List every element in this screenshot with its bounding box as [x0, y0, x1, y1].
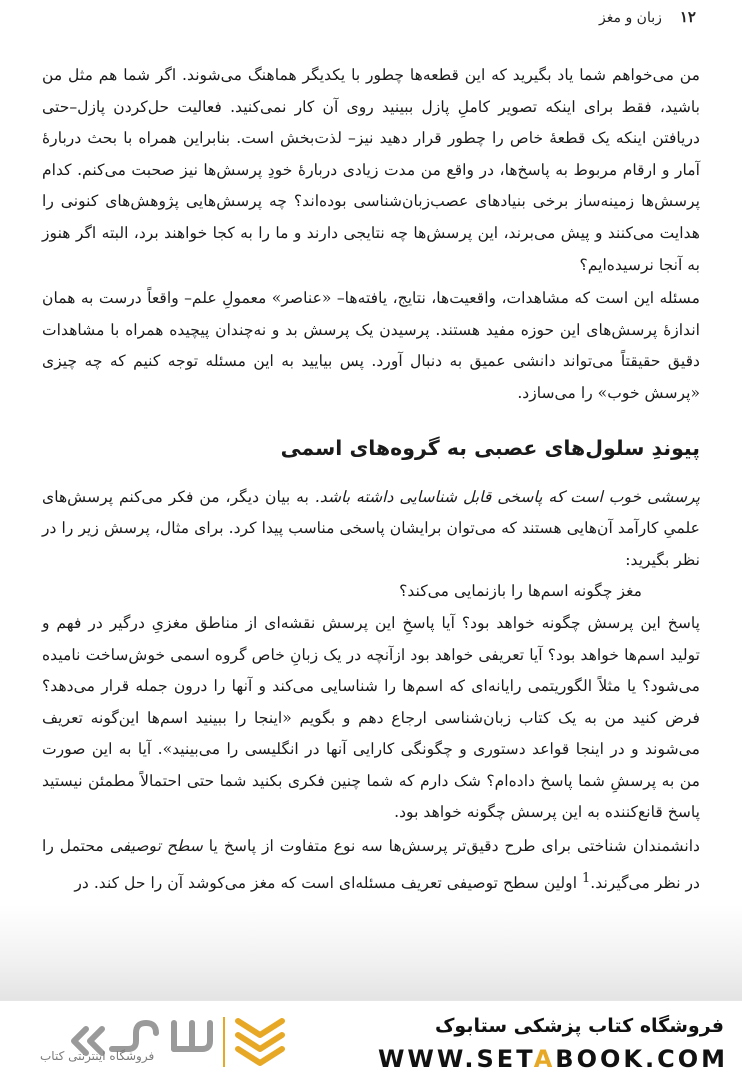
logo-subtitle: فروشگاه اینترنتی کتاب [40, 1049, 155, 1063]
running-header [599, 8, 696, 26]
last-paragraph-italic: سطح توصیفی [109, 837, 203, 856]
watermark-footer [0, 1000, 742, 1080]
paragraph: مسئله این است که مشاهدات، واقعیت‌ها، نتایج، یافته‌ها– «عناصر» معمولِ علم– واقعاً درست به همان اندازهٔ پرسش‌های این حوزه مفید هستند. پرسیدن یک پرسش بد و نه‌چندان پیچیده همراه با مشاهدات دقیق حقیقتاً می‌تواند دانشی عمیق به دنبال آورد. پس بیایید به این مسئله توجه کنیم که چه چیزی «پرسش خوب» را می‌سازد. [42, 289, 700, 402]
paragraph: من می‌خواهم شما یاد بگیرید که این قطعه‌ها چطور با یکدیگر هماهنگ می‌شوند. اگر شما هم مثل من باشید، فقط برای اینکه تصویر کاملِ پازل ببینید روی آن کار نمی‌کنید. فعالیت حل‌کردن پازل–حتی دریافتن اینکه یک قطعهٔ خاص را چطور قرار دهید نیز– لذت‌بخش است. بنابراین همراه با بحث دربارهٔ آمار و ارقام مربوط به پاسخ‌ها، در واقع من مدت زیادی دربارهٔ خودِ پرسش‌ها نیز صحبت می‌کنم. کدام پرسش‌ها زمینه‌ساز برخی بنیادهای عصب‌زبان‌شناسی بوده‌اند؟ چه پرسش‌هایی پژوهش‌های کنونی را هدایت می‌کنند و پیش می‌برند، این پرسش‌ها چه نتایجی دارند و ما را به کجا خواهند برد، البته اگر هنوز به آنجا نرسیده‌ایم؟ [42, 66, 700, 274]
shop-url-highlight: A [533, 1045, 556, 1073]
shop-url [378, 1045, 728, 1073]
section-intro [42, 482, 700, 577]
setabook-logo [24, 1009, 294, 1073]
footnote-marker: 1 [582, 870, 591, 886]
last-paragraph-part3: اولین سطح توصیفی تعریف مسئله‌ای است که مغز می‌کوشد آن را حل کند. در [74, 873, 583, 892]
last-paragraph-part1: دانشمندان شناختی برای طرح دقیق‌تر پرسش‌ها سه نوع متفاوت از پاسخ یا [202, 837, 700, 856]
shop-name: فروشگاه کتاب پزشکی ستابوک [434, 1015, 724, 1037]
section-intro-italic: پرسشی خوب است که پاسخی قابل شناسایی داشته باشد. [314, 487, 700, 506]
section-intro-rest: به بیان دیگر، من فکر می‌کنم پرسش‌های علمیِ کارآمد آن‌هایی هستند که می‌توان برایشان پاسخی مناسب پیدا کرد. برای مثال، پرسش زیر را در نظر بگیرید: [42, 487, 700, 569]
body-text [42, 60, 700, 899]
last-paragraph [42, 831, 700, 899]
bottom-fade-overlay [0, 905, 742, 1000]
page-number: ۱۲ [679, 8, 696, 26]
shop-url-suffix: BOOK.COM [555, 1045, 728, 1073]
example-question: مغز چگونه اسم‌ها را بازنمایی می‌کند؟ [399, 582, 642, 601]
section-heading: پیوندِ سلول‌های عصبی به گروه‌های اسمی [280, 435, 700, 460]
last-paragraph-part2: محتمل را در نظر می‌گیرند. [42, 837, 700, 892]
book-title: زبان و مغز [599, 10, 662, 26]
shop-url-prefix: WWW.SET [377, 1045, 534, 1073]
paragraph: پاسخ این پرسش چگونه خواهد بود؟ آیا پاسخِ این پرسش نقشه‌ای از مناطق مغزیِ درگیر در فهم و تولید اسم‌ها خواهد بود؟ آیا تعریفی خواهد بود ازآنچه در یک زبانِ خاص گروه اسمی خوش‌ساخت نامیده می‌شود؟ یا مثلاً الگوریتمی رایانه‌ای که اسم‌ها را شناسایی می‌کند و آنها را درون جمله قرار می‌دهد؟ فرض کنید من به یک کتاب زبان‌شناسی ارجاع دهم و بگویم «اینجا را ببینید اسم‌ها این‌گونه تعریف می‌شوند و در اینجا قواعد دستوری و چگونگی کارایی آنها در انگلیسی را می‌بینید». آیا به این صورت من به پرسشِ شما پاسخ داده‌ام؟ شک دارم که شما چنین فکری بکنید شما حتی احتمالاً مطمئن نیستید پاسخ قانع‌کننده به این پرسش چگونه خواهد بود. [42, 613, 700, 822]
